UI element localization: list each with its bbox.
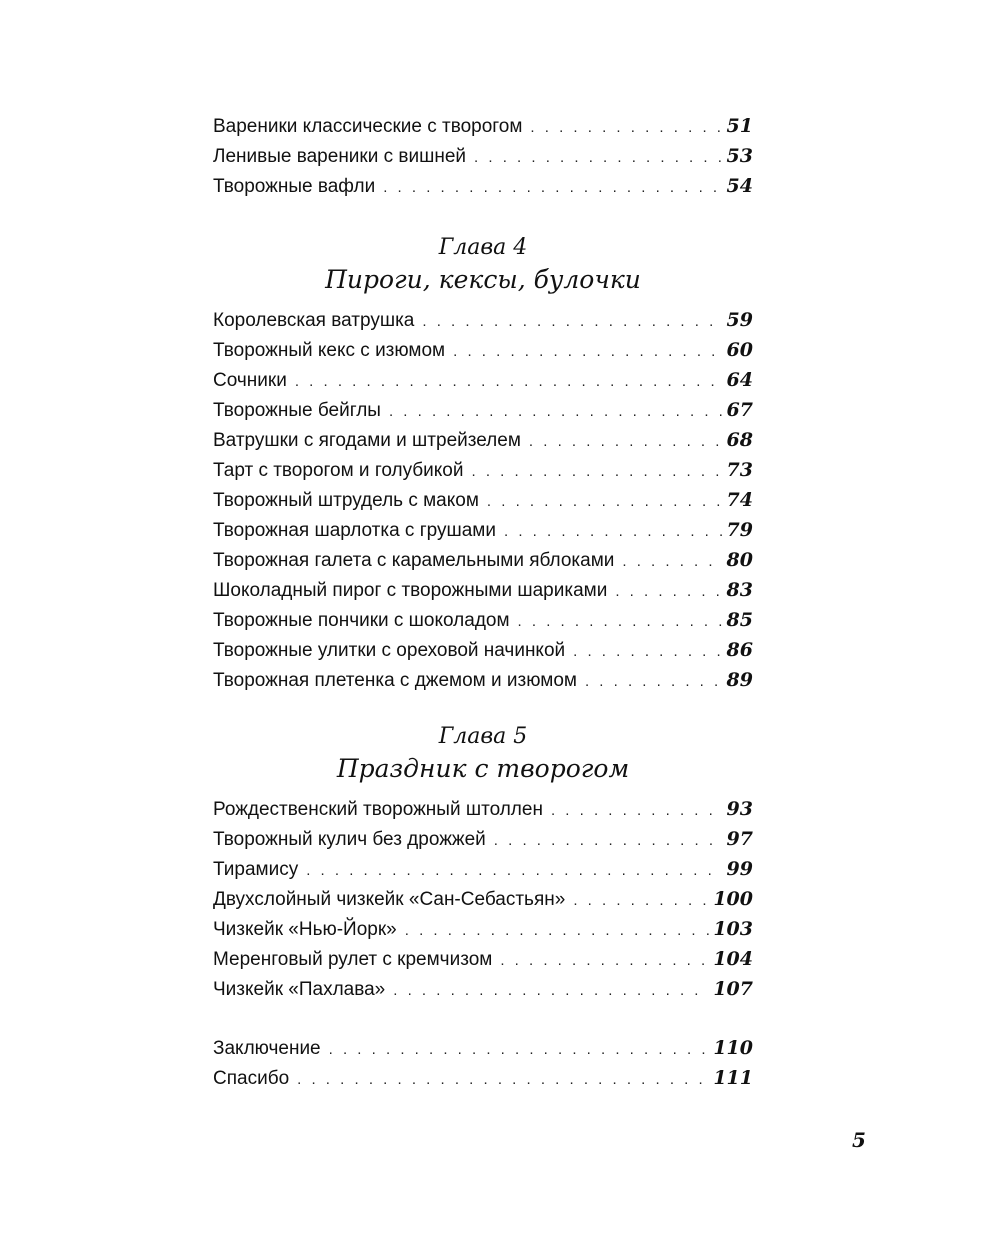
toc-entry[interactable] [213,395,753,425]
chapter-title: Пироги, кексы, булочки [325,265,641,294]
toc-entry[interactable] [213,635,753,665]
toc-entry[interactable] [213,545,753,575]
toc-entry-page: 103 [713,918,753,940]
toc-entry[interactable] [213,884,753,914]
toc-entry[interactable] [213,485,753,515]
toc-entry-page: 99 [726,858,753,880]
toc-entry-page: 67 [726,399,753,421]
toc-leader-dots [530,113,722,143]
toc-entry-page: 59 [726,309,753,331]
toc-entry[interactable] [213,944,753,974]
toc-leader-dots [295,367,723,397]
toc-leader-dots [472,457,723,487]
toc-entry[interactable] [213,794,753,824]
page-number: 5 [852,1128,866,1152]
toc-entry-page: 64 [726,369,753,391]
toc-entry[interactable] [213,305,753,335]
toc-entry-title: Тирамису [213,859,299,880]
toc-leader-dots [551,796,723,826]
toc-entry-title: Королевская ватрушка [213,310,415,331]
toc-leader-dots [453,337,722,367]
toc-entry[interactable] [213,824,753,854]
toc-entry[interactable] [213,455,753,485]
toc-entry[interactable] [213,605,753,635]
toc-leader-dots [329,1035,710,1065]
toc-leader-dots [389,397,723,427]
toc-leader-dots [494,826,723,856]
toc-entry-page: 86 [726,639,753,661]
toc-entry-title: Творожный кулич без дрожжей [213,829,486,850]
toc-entry-title: Чизкейк «Пахлава» [213,979,386,1000]
toc-leader-dots [622,547,722,577]
toc-entry-title: Творожный кекс с изюмом [213,340,446,361]
toc-leader-dots [393,976,709,1006]
toc-section-top [213,111,753,201]
toc-leader-dots [529,427,723,457]
toc-entry-title: Творожный штрудель с маком [213,490,479,511]
toc-entry[interactable] [213,854,753,884]
toc-entry-title: Рождественский творожный штоллен [213,799,543,820]
toc-leader-dots [487,487,723,517]
toc-entry[interactable] [213,575,753,605]
toc-entry[interactable] [213,141,753,171]
toc-entry[interactable] [213,974,753,1004]
toc-entry-page: 104 [713,948,753,970]
chapter-label: Глава 5 [438,724,528,749]
toc-entry[interactable] [213,335,753,365]
toc-entry-title: Спасибо [213,1068,290,1089]
toc-entry-title: Творожные улитки с ореховой начинкой [213,640,566,661]
toc-entry-page: 110 [713,1037,753,1059]
toc-entry-page: 54 [726,175,753,197]
toc-entry-title: Ватрушки с ягодами и штрейзелем [213,430,521,451]
toc-entry-page: 53 [726,145,753,167]
chapter-title: Праздник с творогом [336,754,630,783]
toc-entry-title: Творожная галета с карамельными яблоками [213,550,615,571]
toc-section-end [213,1033,753,1093]
toc-entry[interactable] [213,1033,753,1063]
toc-entry-page: 80 [726,549,753,571]
toc-entry-page: 51 [726,115,753,137]
chapter-5-heading [213,722,753,786]
toc-leader-dots [615,577,722,607]
toc-entry-page: 100 [713,888,753,910]
toc-entry-title: Меренговый рулет с кремчизом [213,949,493,970]
toc-entry-page: 79 [726,519,753,541]
toc-leader-dots [504,517,723,547]
toc-chapter-5 [213,794,753,1004]
toc-leader-dots [585,667,723,697]
toc-entry[interactable] [213,111,753,141]
toc-entry[interactable] [213,425,753,455]
toc-entry-page: 83 [726,579,753,601]
toc-entry-page: 74 [726,489,753,511]
toc-entry[interactable] [213,365,753,395]
toc-leader-dots [422,307,722,337]
toc-entry-page: 85 [726,609,753,631]
toc-entry-title: Творожные бейглы [213,400,381,421]
toc-leader-dots [306,856,722,886]
toc-leader-dots [500,946,709,976]
toc-entry[interactable] [213,914,753,944]
toc-entry-page: 111 [713,1067,753,1089]
toc-chapter-4 [213,305,753,695]
toc-entry-page: 97 [726,828,753,850]
toc-entry-page: 93 [726,798,753,820]
toc-leader-dots [573,886,709,916]
toc-leader-dots [297,1065,709,1095]
toc-leader-dots [405,916,710,946]
toc-entry-title: Вареники классические с творогом [213,116,523,137]
toc-entry-title: Сочники [213,370,287,391]
toc-entry-page: 89 [726,669,753,691]
toc-entry-title: Творожные пончики с шоколадом [213,610,510,631]
toc-entry[interactable] [213,171,753,201]
toc-entry-title: Творожная шарлотка с грушами [213,520,496,541]
toc-entry-page: 73 [726,459,753,481]
toc-entry-page: 60 [726,339,753,361]
toc-entry-title: Шоколадный пирог с творожными шариками [213,580,608,601]
toc-entry-page: 107 [713,978,753,1000]
toc-leader-dots [474,143,723,173]
toc-entry-title: Ленивые вареники с вишней [213,146,467,167]
toc-leader-dots [518,607,723,637]
toc-entry[interactable] [213,665,753,695]
chapter-label: Глава 4 [438,235,528,260]
toc-entry-title: Творожные вафли [213,176,376,197]
toc-entry-title: Чизкейк «Нью-Йорк» [213,919,397,940]
chapter-4-heading [213,233,753,297]
toc-entry-title: Заключение [213,1038,321,1059]
toc-entry-title: Двухслойный чизкейк «Сан-Себастьян» [213,889,566,910]
toc-entry-title: Творожная плетенка с джемом и изюмом [213,670,577,691]
toc-leader-dots [573,637,722,667]
toc-entry[interactable] [213,1063,753,1093]
toc-leader-dots [383,173,722,203]
toc-entry-title: Тарт с творогом и голубикой [213,460,464,481]
toc-entry-page: 68 [726,429,753,451]
toc-entry[interactable] [213,515,753,545]
